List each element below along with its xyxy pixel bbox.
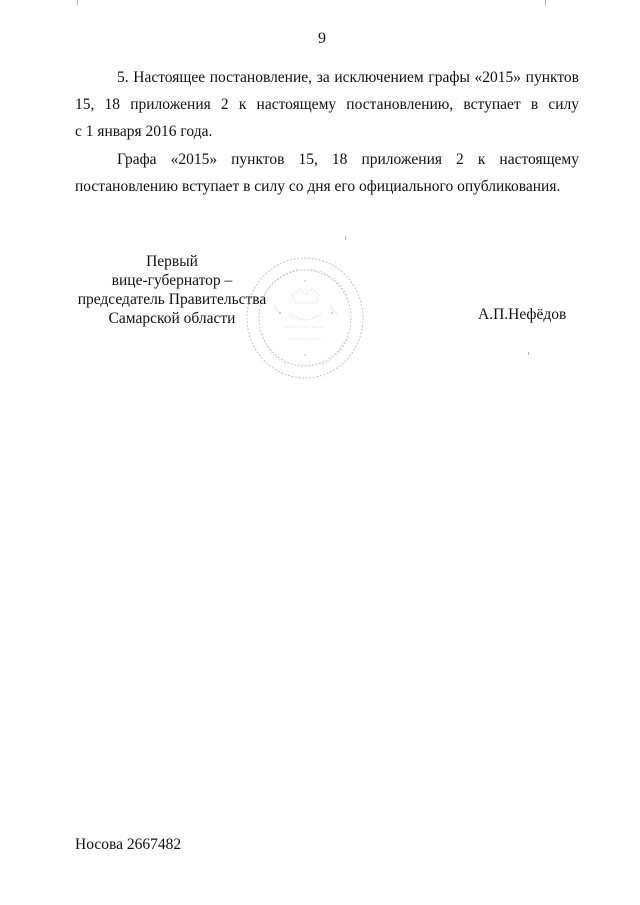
paragraph-column-2015 <box>75 146 579 200</box>
signer-position-line: председатель Правительства <box>77 291 267 308</box>
signer-position-line: вице-губернатор – <box>111 272 233 289</box>
official-seal-stamp <box>244 255 366 380</box>
paragraph-line: 5. Настоящее постановление, за исключением графы «2015» пунктов <box>117 69 579 86</box>
paragraph-line: 15, 18 приложения 2 к настоящему постановлению, вступает в силу <box>75 96 579 113</box>
scan-speck <box>545 0 546 6</box>
page-number: 9 <box>318 30 326 47</box>
signer-position-line: Первый <box>146 253 198 270</box>
scan-speck <box>345 236 346 240</box>
paragraph-line: постановлению вступает в силу со дня его официального опубликования. <box>75 178 561 195</box>
executor-note: Носова 2667482 <box>75 836 182 853</box>
scan-speck <box>528 352 529 355</box>
signer-name: А.П.Нефёдов <box>478 306 567 323</box>
paragraph-line: с 1 января 2016 года. <box>75 123 213 140</box>
paragraph-line: Графа «2015» пунктов 15, 18 приложения 2 к настоящему <box>117 151 579 168</box>
scan-speck <box>77 0 78 6</box>
paragraph-effective-date <box>75 64 579 145</box>
signer-position-line: Самарской области <box>108 310 236 327</box>
